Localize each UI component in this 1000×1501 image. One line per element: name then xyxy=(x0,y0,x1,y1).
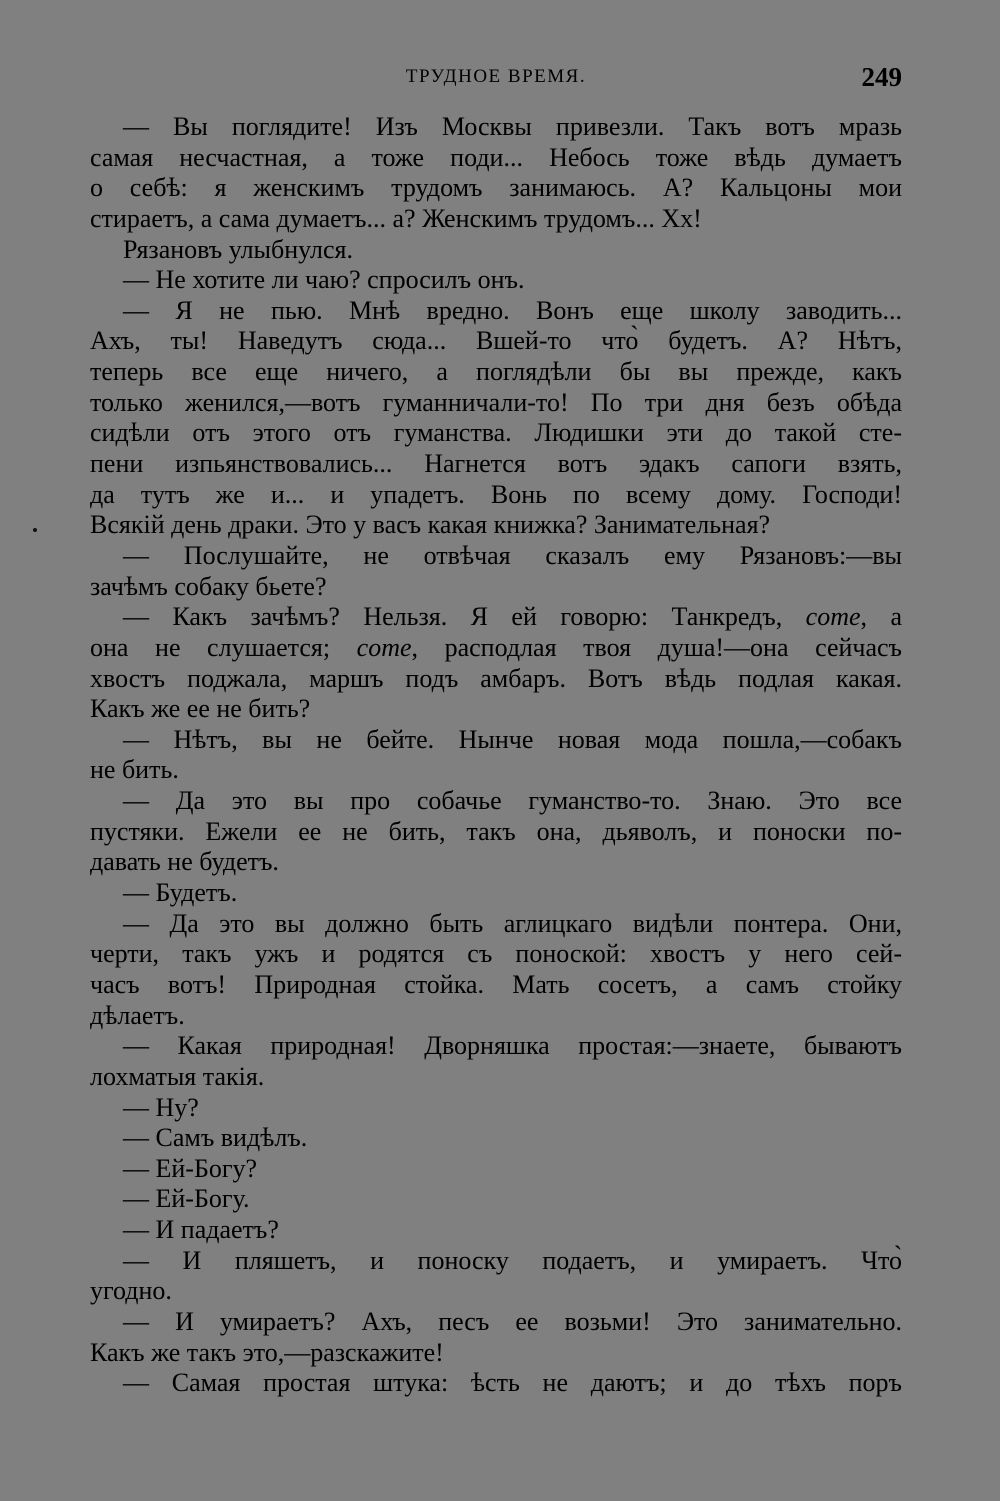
text-line: — Ей-Богу? xyxy=(123,1153,258,1183)
text-line: — Я не пью. Мнѣ вредно. Вонъ еще школу заводить... xyxy=(123,295,902,325)
text-line: — Какая природная! Дворняшка простая:—знаете, бываютъ xyxy=(123,1031,902,1061)
text-line: хвостъ поджала, маршъ подъ амбаръ. Вотъ вѣдь подлая какая. xyxy=(90,663,902,693)
text-line: — Не хотите ли чаю? спросилъ онъ. xyxy=(123,265,525,295)
text-line: черти, такъ ужъ и родятся съ поноской: хвостъ у него сей- xyxy=(90,939,902,969)
text-line: самая несчастная, а тоже поди... Небось тоже вѣдь думаетъ xyxy=(90,142,902,172)
text-line: — Будетъ. xyxy=(123,878,238,908)
text-line: — Нѣтъ, вы не бейте. Нынче новая мода пошла,—собакъ xyxy=(123,724,902,754)
text-line: Ахъ, ты! Наведутъ сюда... Вшей-то что̀ будетъ. А? Нѣтъ, xyxy=(90,326,902,356)
text-line: — Да это вы про собачье гуманство-то. Знаю. Это все xyxy=(123,786,902,816)
text-line: — Самая простая штука: ѣсть не даютъ; и до тѣхъ поръ xyxy=(123,1368,902,1398)
running-head xyxy=(90,62,902,98)
text-line: Рязановъ улыбнулся. xyxy=(123,234,354,264)
text-line: о себѣ: я женскимъ трудомъ занимаюсь. А? Кальцоны мои xyxy=(90,173,902,203)
text-line: Какъ же ее не бить? xyxy=(90,694,311,724)
text-line: давать не будетъ. xyxy=(90,847,279,877)
text-line: — Послушайте, не отвѣчая сказалъ ему Рязановъ:—вы xyxy=(123,540,902,570)
margin-speck xyxy=(33,528,37,532)
text-line: — Вы поглядите! Изъ Москвы привезли. Такъ вотъ мразь xyxy=(123,112,902,141)
text-line: да тутъ же и... и упадетъ. Вонь по всему дому. Господи! xyxy=(90,479,902,509)
text-line: лохматыя такія. xyxy=(90,1061,265,1091)
text-line: пени изпьянствовались... Нагнется вотъ эдакъ сапоги взять, xyxy=(90,449,902,479)
text-line: — И умираетъ? Ахъ, песъ ее возьми! Это занимательно. xyxy=(123,1306,902,1336)
text-line: она не слушается; coте, расподлая твоя душа!—она сейчасъ xyxy=(90,632,902,662)
text-line: — Да это вы должно быть аглицкаго видѣли понтера. Они, xyxy=(123,908,902,938)
text-line: сидѣли отъ этого отъ гуманства. Людишки эти до такой сте- xyxy=(90,418,902,448)
text-line: Всякій день драки. Это у васъ какая книжка? Занимательная? xyxy=(90,510,771,540)
text-line: — И падаетъ? xyxy=(123,1215,279,1245)
text-line: зачѣмъ собаку бьете? xyxy=(90,571,327,601)
text-line: теперь все еще ничего, а поглядѣли бы вы прежде, какъ xyxy=(90,357,902,387)
text-line: не бить. xyxy=(90,755,179,785)
text-line: — Какъ зачѣмъ? Нельзя. Я ей говорю: Танкредъ, coте, а xyxy=(123,602,902,632)
text-line: угодно. xyxy=(90,1276,172,1306)
text-line: только женился,—вотъ гуманничали-то! По три дня безъ обѣда xyxy=(90,387,902,417)
text-line: — Самъ видѣлъ. xyxy=(123,1123,308,1153)
running-title: ТРУДНОЕ ВРЕМЯ. xyxy=(405,66,587,87)
text-line: часъ вотъ! Природная стойка. Мать сосетъ, а самъ стойку xyxy=(90,969,902,999)
text-line: пустяки. Ежели ее не бить, такъ она, дьяволъ, и поноски по- xyxy=(90,816,902,846)
text-line: — Ну? xyxy=(123,1092,199,1122)
body-text xyxy=(90,112,902,1399)
text-line: — И пляшетъ, и поноску подаетъ, и умираетъ. Что̀ xyxy=(123,1245,902,1275)
page-number: 249 xyxy=(861,62,902,92)
text-line: Какъ же такъ это,—разскажите! xyxy=(90,1337,444,1367)
text-line: — Ей-Богу. xyxy=(123,1184,250,1214)
text-line: стираетъ, а сама думаетъ... а? Женскимъ трудомъ... Хх! xyxy=(90,203,702,233)
text-line: дѣлаетъ. xyxy=(90,1000,185,1030)
